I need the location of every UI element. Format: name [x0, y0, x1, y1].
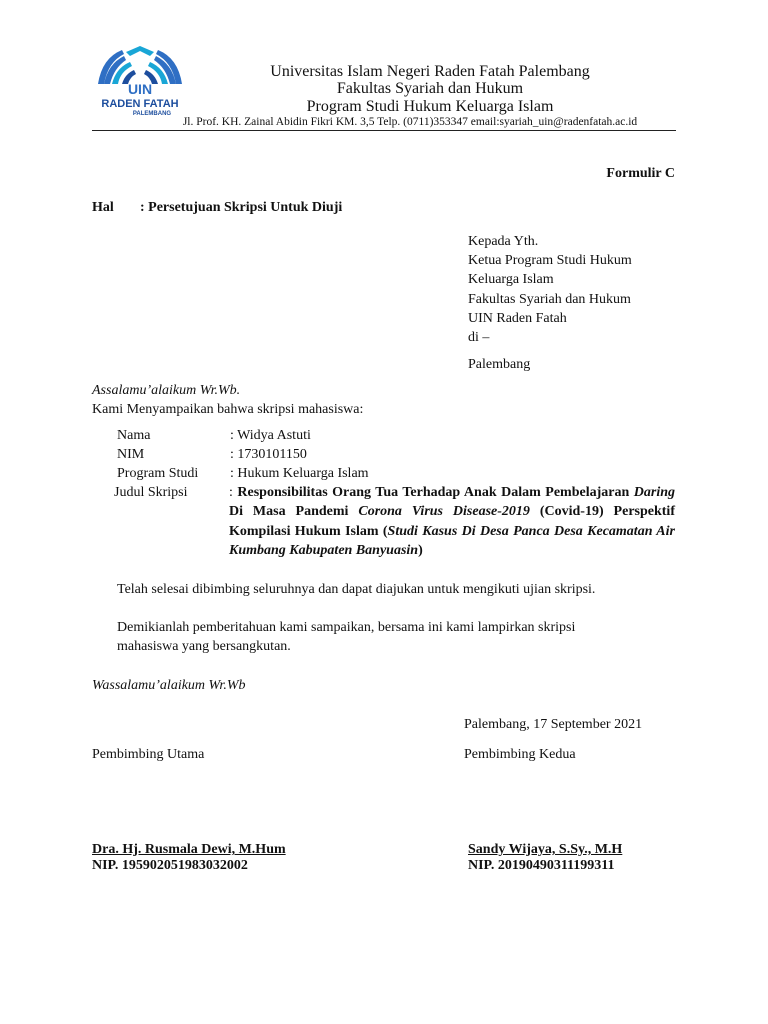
- logo-text-uin: UIN: [127, 81, 153, 97]
- nama-label: Nama: [117, 428, 151, 443]
- closing: Wassalamu’alaikum Wr.Wb: [92, 678, 246, 693]
- signature-right-nip: NIP. 20190490311199311: [468, 858, 615, 873]
- judul-label: Judul Skripsi: [114, 485, 188, 500]
- prodi-value: : Hukum Keluarga Islam: [230, 466, 369, 481]
- recipient-line-5: UIN Raden Fatah: [468, 311, 567, 326]
- judul-colon: :: [229, 485, 238, 500]
- signature-left-title: Pembimbing Utama: [92, 747, 205, 762]
- nim-value: : 1730101150: [230, 447, 307, 462]
- recipient-line-7: Palembang: [468, 357, 531, 372]
- paragraph-2-line-2: mahasiswa yang bersangkutan.: [117, 639, 291, 654]
- recipient-line-4: Fakultas Syariah dan Hukum: [468, 292, 631, 307]
- recipient-line-6: di –: [468, 330, 490, 345]
- signature-left-nip: NIP. 195902051983032002: [92, 858, 248, 873]
- judul-part-6: Studi Kasus Di Desa Panca Desa Kecamatan Air Kumbang Kabupaten Banyuasin: [229, 523, 675, 558]
- form-label: Formulir C: [606, 166, 675, 181]
- hal-label: Hal: [92, 200, 114, 215]
- recipient-line-1: Kepada Yth.: [468, 234, 539, 249]
- recipient-line-2: Ketua Program Studi Hukum: [468, 253, 632, 268]
- paragraph-2-line-1: Demikianlah pemberitahuan kami sampaikan, bersama ini kami lampirkan skripsi: [117, 620, 576, 635]
- header-address: Jl. Prof. KH. Zainal Abidin Fikri KM. 3,5 Telp. (0711)353347 email:syariah_uin@radenfatah.ac.id: [182, 116, 638, 128]
- header-divider: [92, 130, 676, 131]
- logo-text-palembang: PALEMBANG: [132, 111, 172, 117]
- recipient-line-3: Keluarga Islam: [468, 272, 554, 287]
- logo-text-raden-fatah: RADEN FATAH: [101, 98, 179, 110]
- prodi-label: Program Studi: [117, 466, 199, 481]
- judul-part-7: ): [418, 542, 423, 558]
- judul-part-1: Responsibilitas Orang Tua Terhadap Anak Dalam Pembelajaran: [237, 485, 630, 500]
- nama-value: : Widya Astuti: [230, 428, 311, 443]
- judul-part-2: Daring: [633, 485, 675, 500]
- letter-date: Palembang, 17 September 2021: [464, 717, 643, 732]
- signature-left-name: Dra. Hj. Rusmala Dewi, M.Hum: [92, 842, 286, 857]
- header-faculty: Fakultas Syariah dan Hukum: [336, 80, 524, 97]
- judul-part-3: Di Masa Pandemi: [229, 504, 359, 520]
- hal-value: : Persetujuan Skripsi Untuk Diuji: [140, 200, 343, 215]
- university-logo: [92, 44, 188, 120]
- header-university: Universitas Islam Negeri Raden Fatah Palembang: [270, 63, 590, 80]
- header-program: Program Studi Hukum Keluarga Islam: [306, 98, 554, 115]
- signature-right-title: Pembimbing Kedua: [464, 747, 576, 762]
- nim-label: NIM: [117, 447, 145, 462]
- judul-part-5: (Covid-19) Perspektif Kompilasi Hukum Islam (: [229, 504, 675, 539]
- judul-part-4: Corona Virus Disease-2019: [358, 504, 530, 520]
- logo-emblem: [92, 44, 188, 120]
- signature-right-name: Sandy Wijaya, S.Sy., M.H: [468, 842, 623, 857]
- greeting: Assalamu’alaikum Wr.Wb.: [92, 383, 241, 398]
- paragraph-1: Telah selesai dibimbing seluruhnya dan dapat diajukan untuk mengikuti ujian skripsi.: [117, 582, 596, 597]
- intro-text: Kami Menyampaikan bahwa skripsi mahasiswa:: [92, 402, 364, 417]
- judul-value: [229, 483, 675, 560]
